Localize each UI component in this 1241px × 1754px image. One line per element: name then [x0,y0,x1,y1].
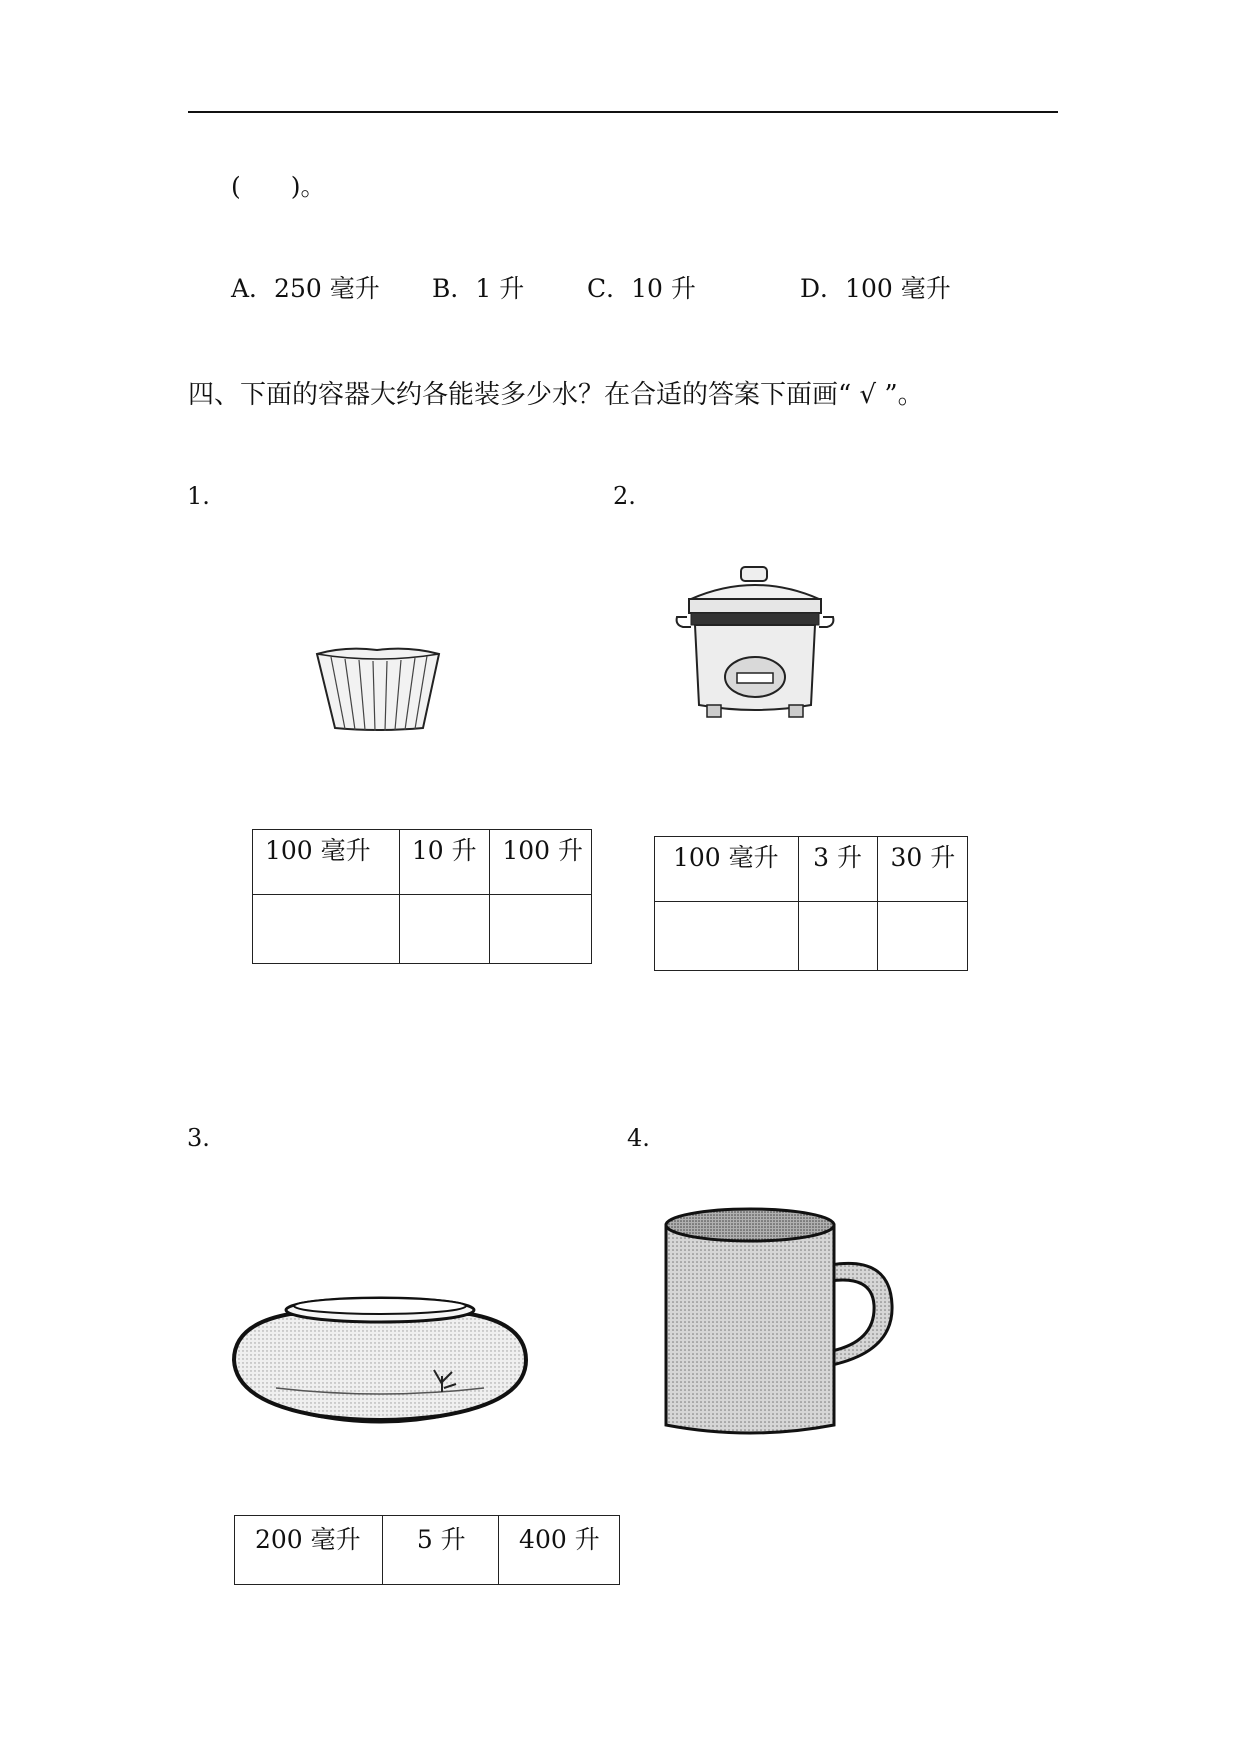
item-3-choice-cell: 5 升 [382,1516,498,1585]
mug-icon [656,1205,896,1445]
item-3-choice-cell: 400 升 [499,1516,620,1585]
item-1-number: 1. [187,482,210,510]
item-1-choice-cell: 100 升 [490,830,592,895]
paper-cup-icon [315,644,441,732]
item-1-choice-cell: 100 毫升 [253,830,400,895]
question-answer-blank: ( )。 [231,172,326,201]
item-1-choice-cell: 10 升 [399,830,489,895]
option-b[interactable]: B．1 升 [432,274,525,303]
item-1-answer-table [252,829,592,964]
item-2-check-cell[interactable] [878,902,968,971]
option-c[interactable]: C．10 升 [587,274,696,303]
section-four-title: 四、下面的容器大约各能装多少水？在合适的答案下面画“ √ ”。 [188,380,924,410]
item-3-answer-table [234,1515,620,1585]
option-a[interactable]: A．250 毫升 [231,274,380,303]
item-2-choice-cell: 100 毫升 [655,837,799,902]
item-3-number: 3. [187,1124,210,1152]
item-4-number: 4. [627,1124,650,1152]
item-2-answer-table [654,836,968,971]
item-2-check-cell[interactable] [799,902,878,971]
item-3-choice-cell: 200 毫升 [235,1516,383,1585]
item-2-check-cell[interactable] [655,902,799,971]
option-d[interactable]: D．100 毫升 [800,274,951,303]
rice-cooker-icon [675,565,835,727]
item-2-choice-cell: 30 升 [878,837,968,902]
header-rule [188,111,1058,113]
item-1-check-cell[interactable] [399,895,489,964]
item-1-check-cell[interactable] [490,895,592,964]
item-1-check-cell[interactable] [253,895,400,964]
item-2-number: 2. [613,482,636,510]
fish-bowl-icon [230,1290,530,1430]
item-2-choice-cell: 3 升 [799,837,878,902]
